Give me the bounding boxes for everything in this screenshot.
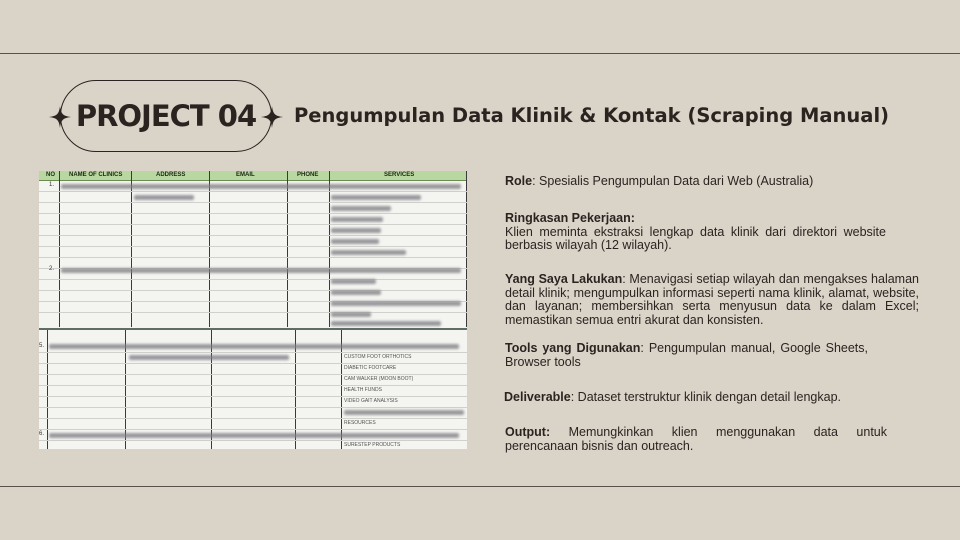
row-number: 1. bbox=[49, 182, 55, 188]
deliverable-text: : Dataset terstruktur klinik dengan detail lengkap. bbox=[570, 390, 842, 404]
top-divider bbox=[0, 53, 960, 54]
cell-service: VIDEO GAIT ANALYSIS bbox=[344, 398, 398, 404]
summary-section bbox=[505, 212, 886, 253]
cell-service: DIABETIC FOOTCARE bbox=[344, 365, 397, 371]
row-number: 2. bbox=[49, 266, 55, 272]
deliverable-label: Deliverable bbox=[504, 390, 571, 404]
summary-label: Ringkasan Pekerjaan: bbox=[505, 211, 635, 225]
tools-section bbox=[505, 342, 868, 369]
output-text: Memungkinkan klien menggunakan data untuk perencanaan bisnis dan outreach. bbox=[505, 425, 887, 453]
row-number: 6. bbox=[39, 431, 45, 437]
cell-service: RESOURCES bbox=[344, 420, 376, 426]
col-header: ADDRESS bbox=[156, 172, 186, 178]
bottom-divider bbox=[0, 486, 960, 487]
output-section bbox=[505, 426, 887, 453]
row-number: 5. bbox=[39, 343, 45, 349]
actions-text: : Menavigasi setiap wilayah dan mengakses halaman detail klinik; mengumpulkan informasi seperti nama klinik, alamat, website, dan layanan; membersihkan serta menyusun data ke dalam Excel; memastikan semua entri akurat dan konsisten. bbox=[505, 272, 919, 327]
cell-service: HEALTH FUNDS bbox=[344, 387, 382, 393]
actions-section bbox=[505, 273, 919, 327]
summary-text: Klien meminta ekstraksi lengkap data klinik dari direktori website berbasis wilayah (12 wilayah). bbox=[505, 224, 886, 252]
role-section bbox=[505, 175, 919, 189]
cell-service: SURESTEP PRODUCTS bbox=[344, 442, 401, 448]
col-header: EMAIL bbox=[236, 172, 255, 178]
deliverable-section bbox=[504, 391, 918, 405]
spreadsheet-image bbox=[39, 171, 467, 449]
actions-label: Yang Saya Lakukan bbox=[505, 272, 623, 286]
col-header: NO bbox=[46, 172, 55, 178]
col-header: PHONE bbox=[297, 172, 319, 178]
tools-label: Tools yang Digunakan bbox=[505, 341, 641, 355]
role-label: Role bbox=[505, 174, 533, 188]
cell-service: CAM WALKER (MOON BOOT) bbox=[344, 376, 414, 382]
col-header: NAME OF CLINICS bbox=[69, 172, 123, 178]
sheet-header-row bbox=[39, 171, 467, 181]
role-text: : Spesialis Pengumpulan Data dari Web (Australia) bbox=[532, 174, 814, 188]
output-label: Output: bbox=[505, 425, 551, 439]
page-title: Pengumpulan Data Klinik & Kontak (Scraping Manual) bbox=[294, 104, 890, 127]
cell-service: CUSTOM FOOT ORTHOTICS bbox=[344, 354, 412, 360]
col-header: SERVICES bbox=[384, 172, 415, 178]
project-badge: PROJECT 04 bbox=[75, 99, 257, 133]
tools-text: : Pengumpulan manual, Google Sheets, Browser tools bbox=[505, 341, 868, 369]
